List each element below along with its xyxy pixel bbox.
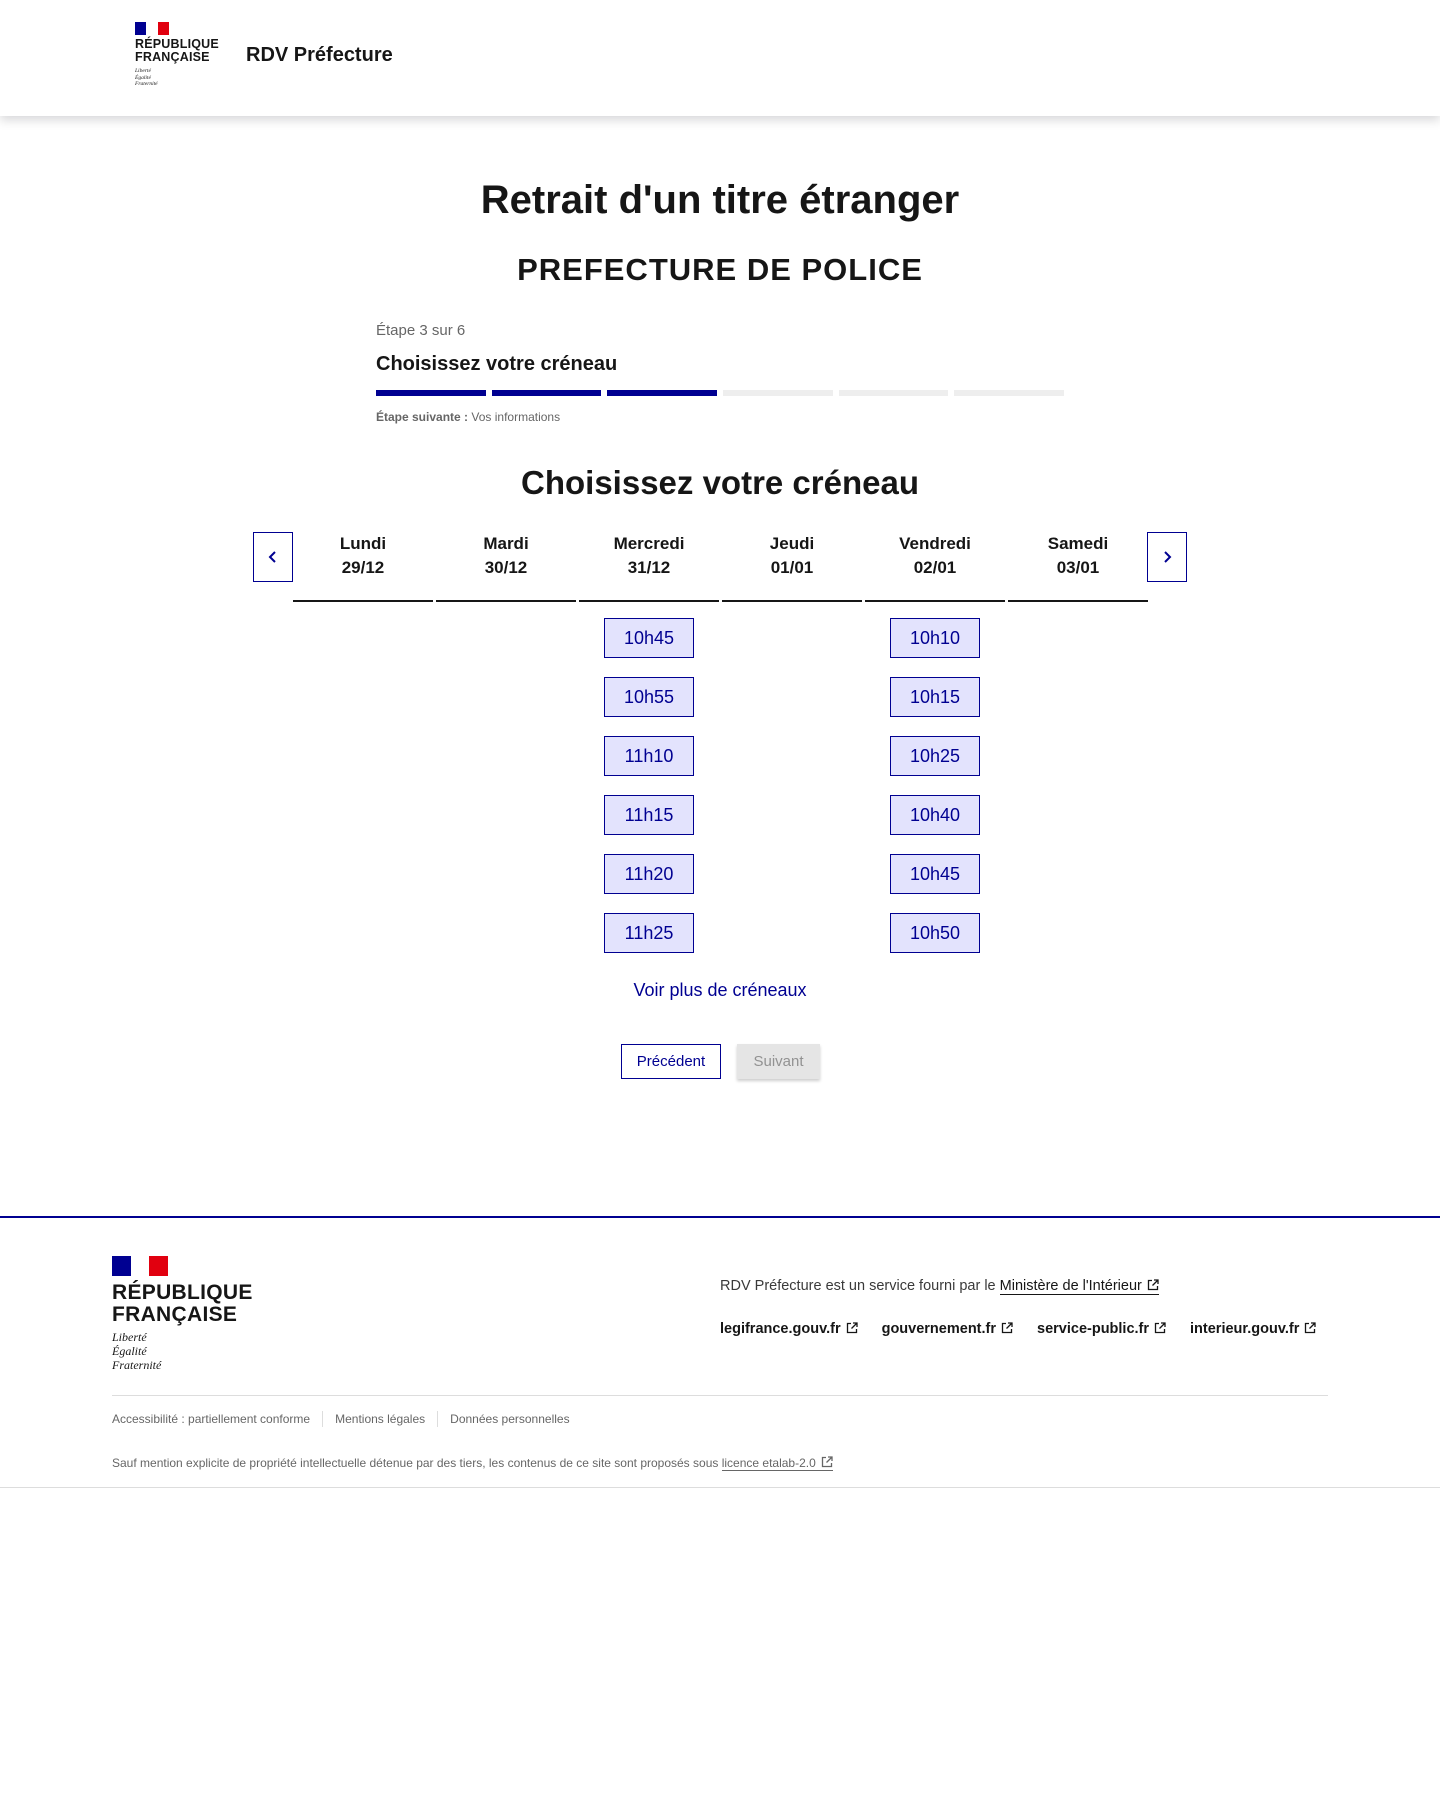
footer-logo-line-1: RÉPUBLIQUE [112, 1281, 253, 1304]
time-slot-button[interactable]: 10h40 [890, 795, 980, 835]
stepper-segment [723, 390, 833, 396]
page-subtitle: PREFECTURE DE POLICE [517, 252, 923, 287]
time-slot-button[interactable]: 10h25 [890, 736, 980, 776]
motto-liberte: Liberté [135, 68, 151, 74]
external-link-icon [1154, 1322, 1166, 1334]
marianne-flag-icon [135, 22, 169, 35]
more-slots-link-wrapper [0, 980, 1440, 1001]
footer-motto-fraternite: Fraternité [112, 1358, 162, 1372]
stepper-state: Étape 3 sur 6 [376, 322, 466, 339]
license-link[interactable] [722, 1456, 833, 1471]
day-date: 29/12 [341, 558, 385, 577]
day-date: 01/01 [770, 558, 814, 577]
service-title[interactable]: RDV Préfecture [246, 44, 393, 66]
motto-fraternite: Fraternité [135, 81, 158, 87]
logo-motto [135, 68, 205, 88]
stepper [376, 322, 1064, 424]
time-slot-button[interactable]: 10h45 [890, 854, 980, 894]
accessibility-link[interactable]: Accessibilité : partiellement conforme [112, 1412, 311, 1426]
day-name: Jeudi [769, 534, 815, 553]
previous-days-button[interactable] [253, 532, 293, 582]
footer-marianne-flag-icon [112, 1256, 168, 1276]
day-date: 02/01 [913, 558, 957, 577]
next-button[interactable]: Suivant [737, 1044, 820, 1079]
external-link-icon [821, 1456, 833, 1468]
motto-egalite: Égalité [135, 74, 151, 81]
day-name: Vendredi [899, 534, 971, 553]
personal-data-link[interactable]: Données personnelles [450, 1412, 570, 1426]
more-slots-link[interactable]: Voir plus de créneaux [633, 980, 807, 1000]
footer-bottom-separator [322, 1411, 323, 1427]
next-days-button[interactable] [1147, 532, 1187, 582]
ministere-link[interactable] [1000, 1278, 1159, 1295]
legal-notice-link[interactable]: Mentions légales [335, 1412, 426, 1426]
footer-bottom-separator [437, 1411, 438, 1427]
footer-link-interieur[interactable] [1190, 1321, 1316, 1337]
day-column-vendredi [865, 532, 1005, 602]
chevron-right-icon [1160, 550, 1174, 564]
day-column-samedi [1008, 532, 1148, 602]
stepper-next-label: Étape suivante : [376, 410, 469, 424]
day-date: 31/12 [627, 558, 671, 577]
time-slot-button[interactable]: 10h15 [890, 677, 980, 717]
time-slot-button[interactable]: 11h10 [604, 736, 694, 776]
day-name: Mercredi [613, 534, 685, 553]
time-slot-button[interactable]: 10h45 [604, 618, 694, 658]
footer-divider [112, 1395, 1328, 1396]
stepper-segment [954, 390, 1064, 396]
footer-bottom-links [112, 1411, 570, 1427]
footer-republique-francaise-logo[interactable] [112, 1256, 253, 1372]
logo-title [135, 37, 219, 64]
footer-link-label: service-public.fr [1037, 1321, 1150, 1337]
republique-francaise-logo[interactable] [135, 22, 219, 88]
stepper-progress [376, 390, 1064, 396]
chevron-left-icon [266, 550, 280, 564]
stepper-next-value: Vos informations [471, 410, 561, 424]
footer-motto-egalite: Égalité [112, 1344, 147, 1358]
day-date: 30/12 [484, 558, 528, 577]
footer-license [112, 1456, 833, 1470]
day-date: 03/01 [1056, 558, 1100, 577]
page-title: Retrait d'un titre étranger [480, 178, 960, 222]
time-slot-button[interactable]: 11h25 [604, 913, 694, 953]
footer-link-service-public[interactable] [1037, 1321, 1166, 1337]
footer-link-label: interieur.gouv.fr [1190, 1321, 1300, 1337]
previous-button[interactable]: Précédent [621, 1044, 721, 1079]
day-column-mercredi [579, 532, 719, 602]
footer-motto-liberte: Liberté [112, 1330, 147, 1344]
day-name: Samedi [1047, 534, 1109, 553]
stepper-segment [839, 390, 949, 396]
external-link-icon [1147, 1279, 1159, 1291]
day-name: Mardi [483, 534, 529, 553]
day-column-mardi [436, 532, 576, 602]
header [0, 0, 1440, 116]
stepper-next-step [376, 410, 1064, 424]
footer-logo-motto [112, 1330, 253, 1372]
stepper-title: Choisissez votre créneau [376, 353, 618, 375]
logo-line-1: RÉPUBLIQUE [135, 37, 219, 51]
footer-external-links [720, 1321, 1316, 1337]
day-column-jeudi [722, 532, 862, 602]
footer-description-text: RDV Préfecture est un service fourni par le [720, 1278, 1000, 1294]
time-slot-button[interactable]: 10h55 [604, 677, 694, 717]
footer-logo-line-2: FRANÇAISE [112, 1303, 238, 1326]
footer-logo-title [112, 1282, 253, 1326]
stepper-segment [607, 390, 717, 396]
external-link-icon [1001, 1322, 1013, 1334]
time-slot-button[interactable]: 11h15 [604, 795, 694, 835]
footer [0, 1216, 1440, 1488]
stepper-segment [492, 390, 602, 396]
footer-description [720, 1278, 1159, 1294]
footer-link-legifrance[interactable] [720, 1321, 858, 1337]
slots-title: Choisissez votre créneau [521, 464, 919, 501]
external-link-icon [846, 1322, 858, 1334]
footer-link-label: gouvernement.fr [881, 1321, 997, 1337]
external-link-icon [1304, 1322, 1316, 1334]
stepper-segment [376, 390, 486, 396]
time-slot-button[interactable]: 11h20 [604, 854, 694, 894]
time-slot-button[interactable]: 10h50 [890, 913, 980, 953]
license-text: Sauf mention explicite de propriété intellectuelle détenue par des tiers, les contenus de ce site sont proposés sous [112, 1456, 722, 1470]
day-name: Lundi [339, 534, 387, 553]
time-slot-button[interactable]: 10h10 [890, 618, 980, 658]
license-link-label: licence etalab-2.0 [721, 1456, 816, 1470]
ministere-link-label: Ministère de l'Intérieur [999, 1278, 1142, 1294]
day-column-lundi [293, 532, 433, 602]
footer-link-gouvernement[interactable] [882, 1321, 1013, 1337]
logo-line-2: FRANÇAISE [135, 50, 210, 64]
footer-link-label: legifrance.gouv.fr [720, 1321, 841, 1337]
